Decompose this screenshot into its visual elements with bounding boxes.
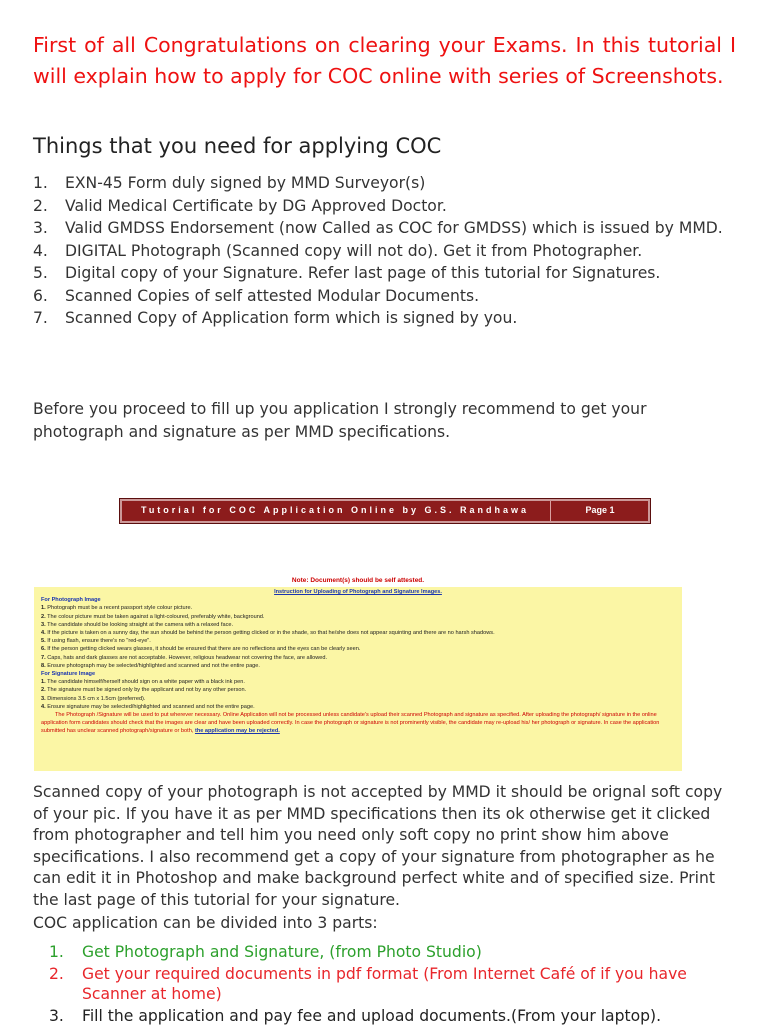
needs-heading: Things that you need for applying COC: [33, 134, 442, 158]
list-number: 7.: [33, 309, 48, 327]
instruction-line: 6. If the person getting clicked wears glasses, it should be ensured that there are no reflections and the eyes can be clearly seen.: [41, 646, 361, 653]
list-item: [33, 964, 738, 1005]
list-number: 3.: [33, 219, 48, 237]
list-text: EXN-45 Form duly signed by MMD Surveyor(s): [65, 174, 426, 192]
instruction-line: 3. The candidate should be looking straight at the camera with a relaxed face.: [41, 621, 234, 628]
instruction-line: 5. If using flash, ensure there's no "red-eye".: [41, 638, 151, 645]
list-text: Scanned Copies of self attested Modular Documents.: [65, 286, 480, 305]
self-attested-note: Note: Document(s) should be self attested.: [291, 577, 425, 584]
steps-list: [33, 942, 738, 1027]
scanned-paragraph: Scanned copy of your photograph is not accepted by MMD it should be orignal soft copy of your pic. If you have it as per MMD specifications then its ok otherwise get it clicked from photographer and tell him you need only soft copy no print show him above specifications. I also recommend get a copy of your signature from photographer as he can edit it in Photoshop and make background perfect white and of specified size. Print the last page of this tutorial for your signature.: [33, 783, 723, 909]
tutorial-banner: [119, 498, 651, 524]
instructions-paragraph: The Photograph /Signature will be used to put wherever necessary. Online Application will not be processed unless candidate's upload their scanned Photograph and signature as specified. After uploading the photograph/ signature in the online application form candidates should check that the images are clear and have been uploaded correctly. In case the photograph or signature is not prominently visible, the candidate may re-upload his/ her photograph or signature. In case the application submitted has unclear scanned photograph/signature or both, the application may be rejected.: [41, 712, 660, 735]
instruction-line: 4. Ensure signature may be selected/highlighted and scanned and not the entire page.: [41, 703, 255, 710]
photo-section-heading: For Photograph Image: [41, 597, 101, 604]
list-item: [33, 217, 733, 240]
instruction-line: 2. The colour picture must be taken against a light-coloured, preferably white, background.: [41, 613, 265, 620]
list-number: 6.: [33, 286, 48, 305]
intro-paragraph: First of all Congratulations on clearing your Exams. In this tutorial I will explain how to apply for COC online with series of Screenshots.: [33, 33, 736, 88]
list-text: Valid Medical Certificate by DG Approved Doctor.: [65, 196, 447, 215]
instruction-line: 4. If the picture is taken on a sunny day, the sun should be behind the person getting clicked or in the shade, so that he/she does not appear squinting and there are no harsh shadows.: [41, 630, 495, 637]
instructions-title: Instruction for Uploading of Photograph and Signature Images.: [274, 589, 442, 595]
list-item: [33, 285, 733, 308]
list-text: Get Photograph and Signature, (from Photo Studio): [82, 943, 482, 961]
list-text: Get your required documents in pdf format (From Internet Café of if you have Scanner at home): [82, 964, 687, 1004]
list-number: 1.: [49, 943, 64, 961]
parts-heading: COC application can be divided into 3 parts:: [33, 914, 378, 932]
list-text: DIGITAL Photograph (Scanned copy will not do). Get it from Photographer.: [65, 241, 643, 260]
list-text: Fill the application and pay fee and upload documents.(From your laptop).: [82, 1006, 662, 1025]
instruction-line: 1. The candidate himself/herself should sign on a white paper with a black ink pen.: [41, 679, 245, 686]
list-item: [33, 307, 733, 330]
list-item: [33, 172, 733, 195]
instruction-line: 1. Photograph must be a recent passport style colour picture.: [41, 605, 193, 612]
list-number: 1.: [33, 174, 48, 192]
list-item: [33, 240, 733, 263]
list-text: Scanned Copy of Application form which is signed by you.: [65, 309, 518, 327]
list-item: [33, 262, 733, 285]
list-text: Valid GMDSS Endorsement (now Called as COC for GMDSS) which is issued by MMD.: [65, 219, 723, 237]
instruction-line: 7. Caps, hats and dark glasses are not acceptable. However, religious headwear not covering the face, are allowed.: [41, 654, 328, 661]
before-paragraph: Before you proceed to fill up you application I strongly recommend to get your photograph and signature as per MMD specifications.: [33, 400, 647, 441]
list-number: 2.: [49, 964, 64, 983]
instruction-line: 3. Dimensions 3.5 cm x 1.5cm (preferred).: [41, 695, 146, 702]
list-item: [33, 1006, 738, 1027]
banner-title: Tutorial for COC Application Online by G.S. Randhawa: [140, 505, 529, 515]
list-item: [33, 942, 738, 963]
instruction-line: 2. The signature must be signed only by the applicant and not by any other person.: [41, 687, 247, 694]
list-text: Digital copy of your Signature. Refer last page of this tutorial for Signatures.: [65, 264, 661, 282]
instruction-line: 8. Ensure photograph may be selected/highlighted and scanned and not the entire page.: [41, 662, 260, 669]
list-number: 4.: [33, 241, 48, 260]
rejected-warning: the application may be rejected.: [194, 728, 280, 735]
list-number: 3.: [49, 1006, 64, 1025]
banner-page-number: Page 1: [585, 505, 615, 515]
list-number: 5.: [33, 264, 48, 282]
needs-list: [33, 172, 733, 330]
signature-section-heading: For Signature Image: [41, 671, 96, 678]
instructions-screenshot: [34, 587, 682, 771]
list-number: 2.: [33, 196, 48, 215]
list-item: [33, 195, 733, 218]
